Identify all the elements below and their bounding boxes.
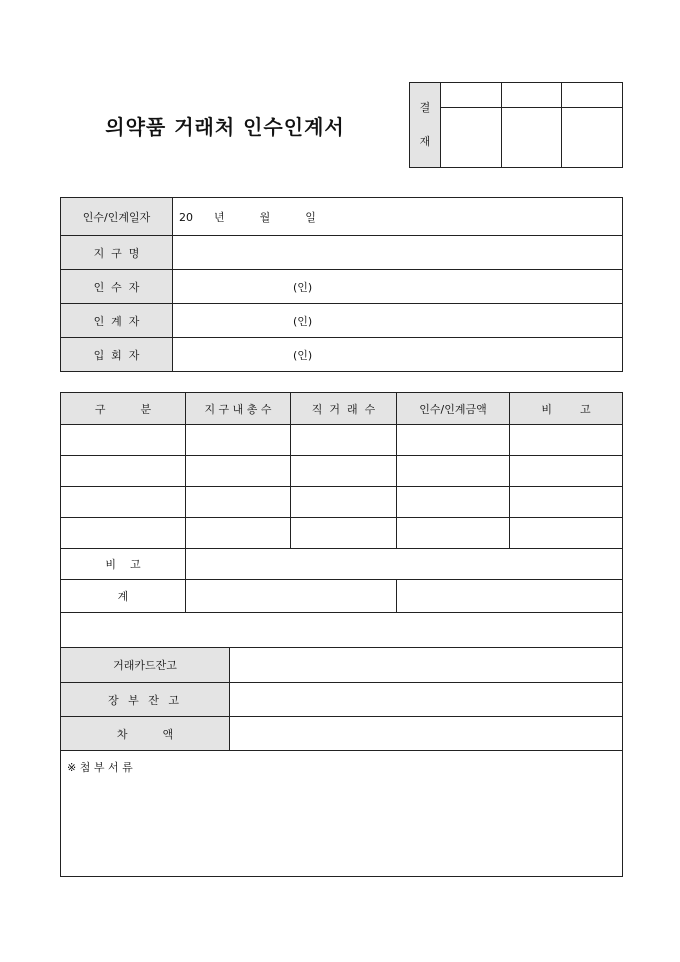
attachments-box (61, 751, 623, 877)
date-year-unit: 년 (214, 210, 225, 224)
table-row (61, 487, 623, 518)
ledger-balance-field (230, 683, 623, 717)
handover-field (173, 304, 623, 338)
approval-sign-cell-3 (562, 108, 623, 168)
date-year: 20 (179, 210, 193, 224)
district-field (173, 236, 623, 270)
attachments-label: ※ 첨 부 서 류 (67, 761, 133, 774)
trade-remarks-label: 비 고 (61, 549, 186, 580)
date-day-unit: 일 (305, 210, 316, 224)
header-district-total: 지 구 내 총 수 (186, 393, 291, 425)
card-balance-label: 거래카드잔고 (61, 648, 230, 683)
approval-sign-cell-2 (502, 108, 562, 168)
handover-seal: (인) (293, 314, 313, 328)
approval-header-cell-1 (441, 83, 502, 108)
difference-label: 차 액 (61, 717, 230, 751)
header-amount: 인수/인계금액 (397, 393, 510, 425)
date-month-unit: 월 (259, 210, 271, 224)
ledger-balance-label: 장 부 잔 고 (61, 683, 230, 717)
approval-label (410, 83, 441, 168)
approval-label-bottom: 재 (419, 135, 431, 148)
total-field-1 (186, 580, 397, 613)
witness-label: 입 회 자 (61, 338, 173, 372)
table-row (61, 425, 623, 456)
date-field (173, 198, 623, 236)
info-table (60, 197, 623, 372)
approval-label-top: 결 (419, 101, 431, 114)
total-label: 계 (61, 580, 186, 613)
witness-field (173, 338, 623, 372)
header-remarks: 비 고 (510, 393, 623, 425)
witness-seal: (인) (293, 348, 313, 362)
approval-header-cell-3 (562, 83, 623, 108)
spacer-row (61, 613, 623, 648)
table-row (61, 518, 623, 549)
date-label: 인수/인계일자 (61, 198, 173, 236)
trade-table (60, 392, 623, 877)
handover-label: 인 계 자 (61, 304, 173, 338)
header-category: 구 분 (61, 393, 186, 425)
table-row (61, 456, 623, 487)
district-label: 지 구 명 (61, 236, 173, 270)
receiver-field (173, 270, 623, 304)
card-balance-field (230, 648, 623, 683)
document-title: 의약품 거래처 인수인계서 (105, 115, 345, 139)
receiver-label: 인 수 자 (61, 270, 173, 304)
total-field-2 (397, 580, 623, 613)
header-direct-count: 직 거 래 수 (291, 393, 397, 425)
trade-remarks-field (186, 549, 623, 580)
receiver-seal: (인) (293, 280, 313, 294)
difference-field (230, 717, 623, 751)
approval-header-cell-2 (502, 83, 562, 108)
approval-sign-cell-1 (441, 108, 502, 168)
approval-box (409, 82, 623, 168)
